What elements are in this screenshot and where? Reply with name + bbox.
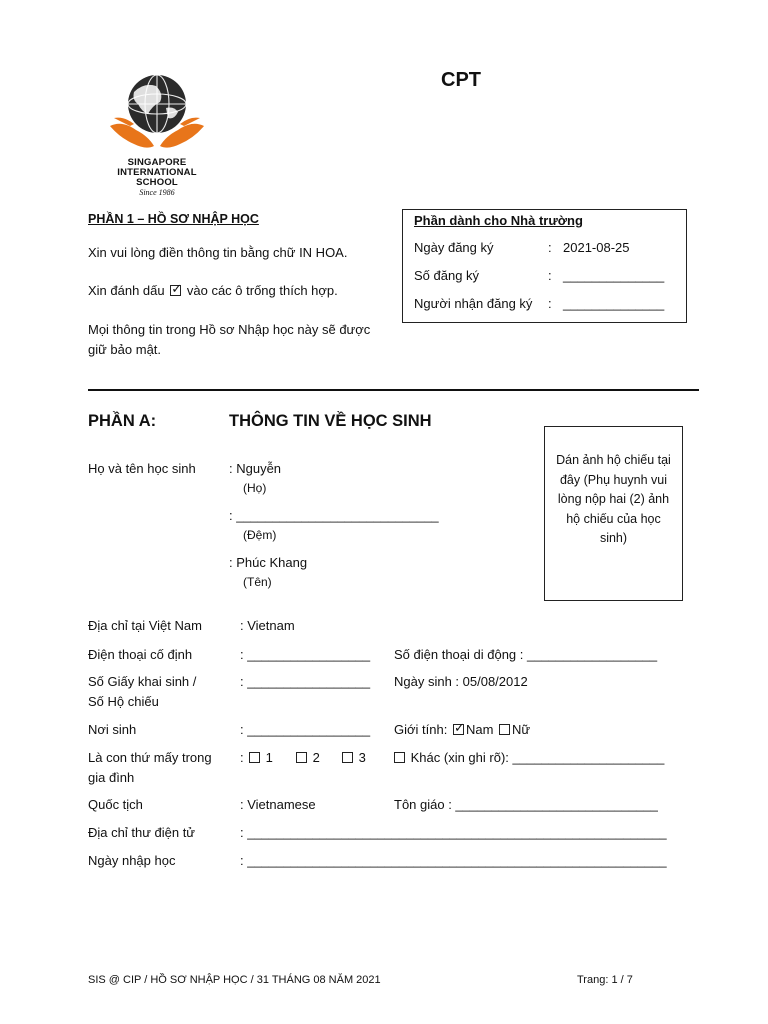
birth-order-1-checkbox[interactable] [249,752,260,763]
birth-cert-label-line2: Số Hộ chiếu [88,694,159,709]
gender-label: Giới tính: [394,722,448,737]
logo-name-line1: SINGAPORE [127,157,187,168]
school-logo [104,72,210,200]
middle-name-field[interactable]: : ____________________________ [229,508,439,523]
nationality-field[interactable]: : Vietnamese [240,797,316,812]
checked-box-icon [170,285,181,296]
landline-field[interactable]: : _________________ [240,647,371,662]
first-name-field[interactable]: : Phúc Khang [229,555,308,570]
instruction-checkbox-before: Xin đánh dấu [88,283,165,298]
footer-page-number: Trang: 1 / 7 [577,974,633,986]
birth-order-option-1[interactable] [247,750,273,765]
address-label: Địa chỉ tại Việt Nam [88,618,202,633]
gender-group [394,722,530,737]
partA-label: PHẦN A: [88,412,157,430]
logo-name-line3: SCHOOL [136,177,178,188]
email-label: Địa chỉ thư điện tử [88,825,196,840]
birth-order-2-checkbox[interactable] [296,752,307,763]
school-use-box [402,209,687,323]
registration-number-label: Số đăng ký [414,268,480,283]
form-code: CPT [441,69,481,91]
birth-order-other[interactable] [392,750,664,765]
birth-order-2-label: 2 [312,750,320,765]
birth-order-3-label: 3 [358,750,366,765]
gender-female-checkbox[interactable] [499,724,510,735]
footer-document-info: SIS @ CIP / HỒ SƠ NHẬP HỌC / 31 THÁNG 08 NĂM 2021 [88,974,381,986]
passport-photo-box[interactable] [544,426,683,601]
registration-date-value[interactable]: 2021-08-25 [563,240,630,255]
registration-number-colon: : [548,268,552,283]
date-of-birth-field[interactable]: Ngày sinh : 05/08/2012 [394,674,528,689]
last-name-hint: (Họ) [243,481,267,495]
birth-order-other-checkbox[interactable] [394,752,405,763]
landline-label: Điện thoại cố định [88,647,193,662]
registration-number-field[interactable]: ______________ [563,268,665,283]
middle-name-hint: (Đệm) [243,528,277,542]
gender-male-checkbox[interactable] [453,724,464,735]
birthplace-label: Nơi sinh [88,722,137,737]
enrollment-date-field[interactable]: : __________________________________________________________ [240,853,667,868]
instruction-checkbox [88,283,338,298]
birth-order-3-checkbox[interactable] [342,752,353,763]
birth-order-1-label: 1 [265,750,273,765]
logo-since: Since 1986 [139,188,175,197]
receiver-label: Người nhận đăng ký [414,296,533,311]
instruction-uppercase: Xin vui lòng điền thông tin bằng chữ IN HOA. [88,245,348,260]
birth-order-colon: : [240,750,244,765]
instruction-checkbox-after: vào các ô trống thích hợp. [186,283,338,298]
section-divider [88,389,699,391]
birth-order-label-line2: gia đình [88,770,135,785]
receiver-field[interactable]: ______________ [563,296,665,311]
email-field[interactable]: : __________________________________________________________ [240,825,667,840]
last-name-field[interactable]: : Nguyễn [229,461,282,476]
part1-title: PHẦN 1 – HỒ SƠ NHẬP HỌC [88,212,259,226]
registration-date-colon: : [548,240,552,255]
nationality-label: Quốc tịch [88,797,143,812]
birth-order-option-3[interactable] [340,750,366,765]
registration-date-label: Ngày đăng ký [414,240,494,255]
logo-name-line2: INTERNATIONAL [117,167,197,178]
birth-order-label-line1: Là con thứ mấy trong [88,750,212,765]
gender-female-label: Nữ [512,722,531,737]
birth-cert-field[interactable]: : _________________ [240,674,371,689]
address-field[interactable]: : Vietnam [240,618,295,633]
birth-cert-label-line1: Số Giấy khai sinh / [88,674,197,689]
instruction-privacy-line1: Mọi thông tin trong Hồ sơ Nhập học này sẽ được [88,322,371,337]
student-name-label: Họ và tên học sinh [88,461,196,476]
birth-order-option-2[interactable] [294,750,320,765]
receiver-colon: : [548,296,552,311]
school-box-title: Phần dành cho Nhà trường [414,213,583,228]
passport-photo-instructions: Dán ảnh hộ chiếu tại đây (Phụ huynh vui lòng nộp hai (2) ảnh hộ chiếu của học sinh) [556,453,671,545]
instruction-privacy-line2: giữ bảo mật. [88,342,162,357]
birth-order-other-field[interactable]: Khác (xin ghi rõ): _____________________ [410,750,665,765]
first-name-hint: (Tên) [243,575,272,589]
gender-male-label: Nam [465,722,494,737]
religion-field[interactable]: Tôn giáo : ____________________________ [394,797,658,812]
partA-title: THÔNG TIN VỀ HỌC SINH [229,412,432,430]
enrollment-date-label: Ngày nhập học [88,853,176,868]
birthplace-field[interactable]: : _________________ [240,722,371,737]
globe-hands-icon [104,72,210,162]
mobile-field[interactable]: Số điện thoại di động : __________________ [394,647,658,662]
